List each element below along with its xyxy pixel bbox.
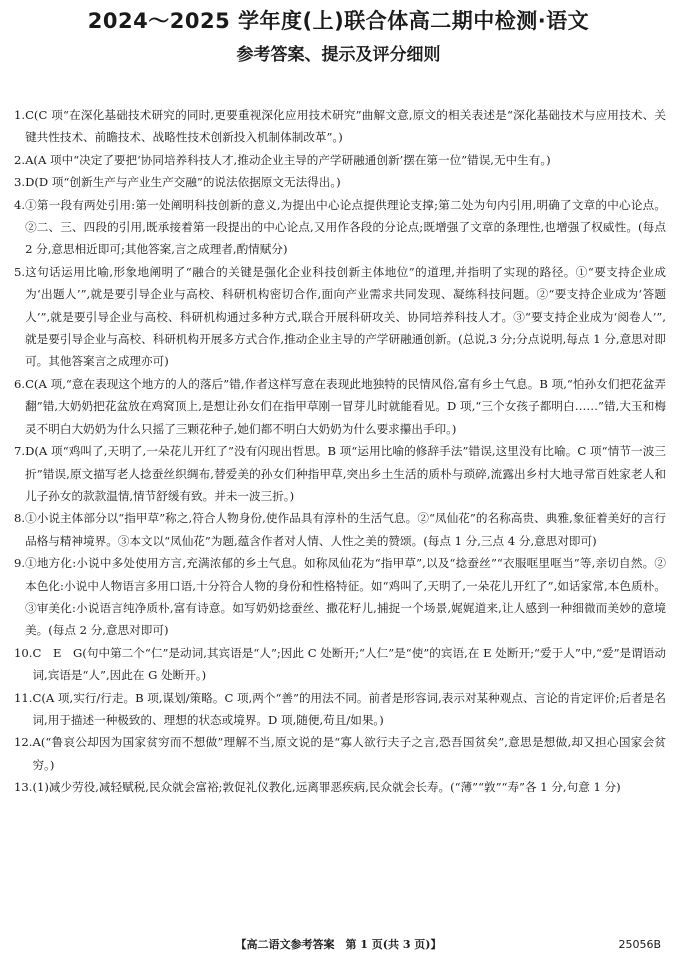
document-title: 2024～2025 学年度(上)联合体高二期中检测·语文 — [87, 9, 590, 33]
answer-text: (1)减少劳役,减轻赋税,民众就会富裕;敦促礼仪教化,远离罪恶疾病,民众就会长寿。(“薄”“敦”“寿”各 1 分,句意 1 分) — [32, 780, 621, 795]
answer-text: C E G(句中第二个“仁”是动词,其宾语是“人”;因此 C 处断开;“人仁”是“使”的宾语,在 E 处断开;“爱于人”中,“爱”是谓语动词,宾语是“人”,因此在 G 处断开。) — [32, 645, 666, 683]
answer-text: D(D 项“创新生产与产业生产交融”的说法依据原文无法得出。) — [25, 175, 341, 190]
answer-text: ①地方化:小说中多处使用方言,充满浓郁的乡土气息。如称凤仙花为“指甲草”,以及“捻蚕丝”“衣服哐里哐当”等,亲切自然。②本色化:小说中人物语言多用口语,十分符合人物的身份和性格特征。如“鸡叫了,天明了,一朵花儿开红了”,如话家常,本色质朴。③审美化:小说语言纯净质朴,富有诗意。如写奶奶捻蚕丝、撒花籽儿,捕捉一个场景,娓娓道来,让人感到一种细微而美妙的意境美。(每点 2 分,意思对即可) — [25, 556, 666, 638]
answer-text: C(A 项,实行/行走。B 项,谋划/策略。C 项,两个“善”的用法不同。前者是形容词,表示对某种观点、言论的肯定评价;后者是名词,用于描述一种极致的、理想的状态或境界。D 项,随便,苟且/如果。) — [32, 690, 666, 727]
answer-number: 11. — [14, 690, 33, 705]
answer-number: 7. — [14, 444, 26, 459]
answer-number: 3. — [14, 175, 26, 190]
answer-text: C(C 项“在深化基础技术研究的同时,更要重视深化应用技术研究”曲解文意,原文的相关表述是“深化基础技术与应用技术、关键共性技术、前瞻技术、战略性技术创新投入机制体制改革”。) — [25, 108, 666, 145]
answer-text: A(“鲁哀公却因为国家贫穷而不想做”理解不当,原文说的是“寡人欲行夫子之言,恐吾国贫矣”,意思是想做,却又担心国家会贫穷。) — [32, 735, 666, 772]
answer-item — [14, 171, 666, 193]
answer-number: 2. — [14, 152, 26, 167]
answer-item — [14, 149, 666, 171]
answer-text: ①第一段有两处引用:第一处阐明科技创新的意义,为提出中心论点提供理论支撑;第二处为句内引用,明确了文章的中心论点。②二、三、四段的引用,既承接着第一段提出的中心论点,又用作各段的分论点;既增强了文章的条理性,也增强了权威性。(每点 2 分,意思相近即可;其他答案,言之成理者,酌情赋分) — [25, 197, 666, 257]
answer-item — [14, 552, 666, 642]
answer-number: 13. — [14, 780, 33, 795]
answer-item — [14, 373, 666, 440]
answer-item — [14, 261, 666, 373]
answer-item — [14, 440, 666, 507]
answer-text: C(A 项,“意在表现这个地方的人的落后”错,作者这样写意在表现此地独特的民情风俗,富有乡土气息。B 项,“怕孙女们把花盆弄翻”错,大奶奶把花盆放在鸡窝顶上,是想让孙女们在指甲草刚一冒芽儿时就能看见。D 项,“三个女孩子都明白……”错,大玉和梅灵不明白大奶奶为什么只摇了三颗花种子,她们都不明白大奶奶为什么要求攥出手印。) — [25, 376, 666, 436]
answer-text: 这句话运用比喻,形象地阐明了“融合的关键是强化企业科技创新主体地位”的道理,并指明了实现的路径。①“要支持企业成为‘出题人’”,就是要引导企业与高校、科研机构密切合作,面向产业需求共同发现、凝练科技问题。②“要支持企业成为‘答题人’”,就是要引导企业与高校、科研机构通过多种方式,联合开展科研攻关、协同培养科技人才。③“要支持企业成为‘阅卷人’”,就是要引导企业与高校、科研机构开展多方式合作,推动企业主导的产学研融通创新。(总说,3 分;分点说明,每点 1 分,意思对即可。其他答案言之成理亦可) — [25, 264, 666, 369]
answer-item — [14, 642, 666, 687]
answer-list — [14, 104, 666, 799]
answer-item — [14, 194, 666, 261]
answer-number: 1. — [14, 108, 26, 122]
answer-text: D(A 项“鸡叫了,天明了,一朵花儿开红了”没有闪现出哲思。B 项“运用比喻的修辞手法”错误,这里没有比喻。C 项“情节一波三折”错误,原文描写老人捻蚕丝织绸布,替爱美的孙女们种指甲草,突出乡土生活的质朴与琐碎,流露出乡村大地寻常百姓家老人和儿子孙女的款款温情,情节舒缓有致。并未一波三折。) — [25, 444, 666, 503]
answer-number: 5. — [14, 264, 26, 279]
answer-number: 10. — [14, 645, 33, 660]
answer-text: ①小说主体部分以“指甲草”称之,符合人物身份,使作品具有淳朴的生活气息。②“凤仙花”的名称高贵、典雅,象征着美好的言行品格与精神境界。③本文以“凤仙花”为题,蕴含作者对人情、人性之美的赞颂。(每点 1 分,三点 4 分,意思对即可) — [25, 511, 666, 548]
answer-item — [14, 104, 666, 149]
document-subtitle: 参考答案、提示及评分细则 — [236, 45, 441, 65]
answer-number: 6. — [14, 376, 26, 391]
answer-item — [14, 731, 666, 776]
answer-number: 9. — [14, 556, 26, 571]
answer-text: A(A 项中“决定了要把‘协同培养科技人才,推动企业主导的产学研融通创新’摆在第一位”错误,无中生有。) — [25, 152, 551, 167]
footer-code: 25056B — [618, 938, 661, 951]
answer-item — [14, 687, 666, 732]
answer-number: 12. — [14, 735, 33, 750]
answer-number: 8. — [14, 511, 26, 526]
answer-number: 4. — [14, 197, 26, 212]
answer-item — [14, 507, 666, 552]
footer-page-label: 【高二语文参考答案 第 1 页(共 3 页)】 — [235, 938, 442, 951]
answer-item — [14, 776, 666, 798]
